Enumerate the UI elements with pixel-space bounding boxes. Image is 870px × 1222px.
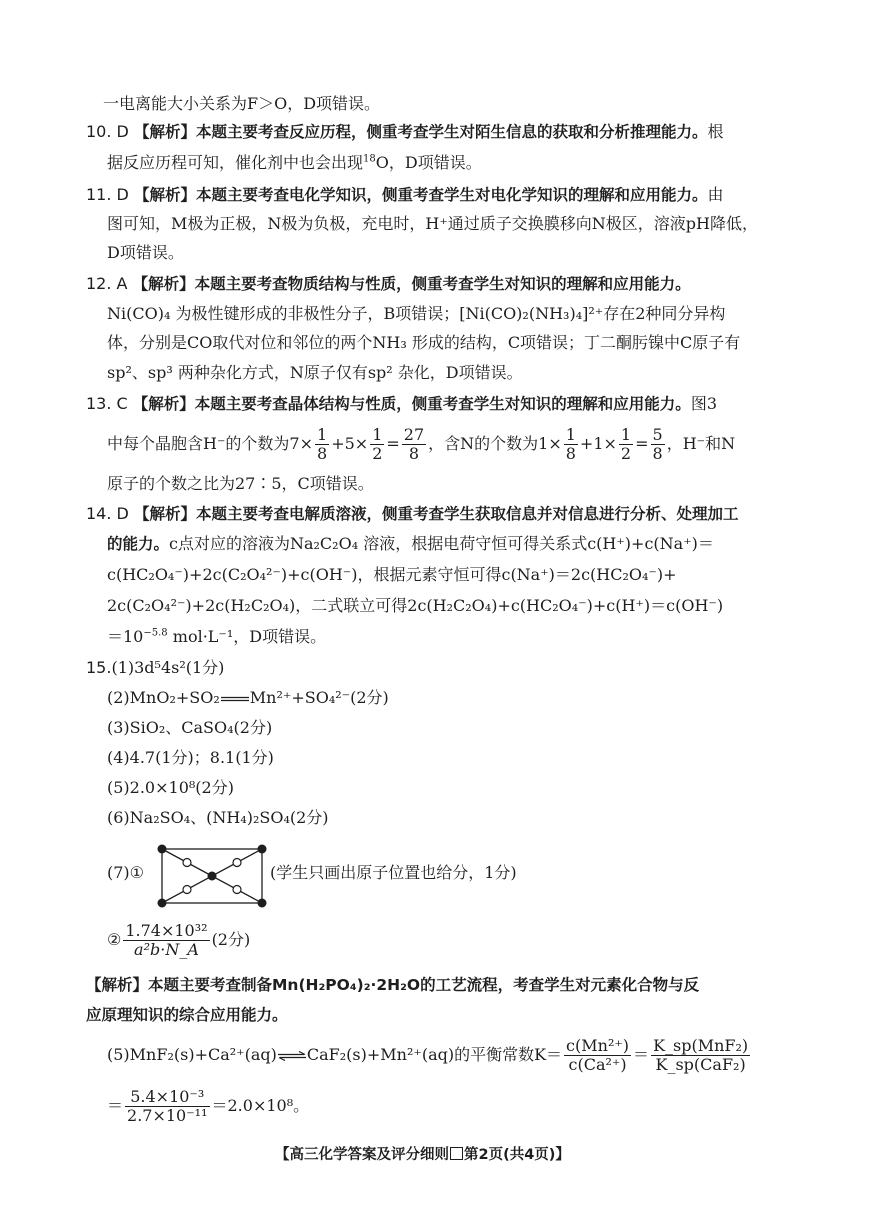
- fraction: $\frac{1}{8}$: [317, 425, 328, 463]
- fraction: $\frac{1}{8}$: [565, 425, 576, 463]
- answer-7-label: (7)①: [107, 863, 145, 882]
- analysis-heading: 的能力。: [107, 535, 170, 553]
- fraction: $\frac{\text{1.74×10³²}}{\text{a²b·N\_A}}$: [125, 921, 208, 959]
- fraction: $\frac{27}{8}$: [403, 425, 425, 463]
- text-line: 2c(C₂O₄²⁻)+2c(H₂C₂O₄)，二式联立可得2c(H₂C₂O₄)+c(HC₂O₄⁻)+c(H⁺)＝c(OH⁻): [107, 596, 724, 615]
- text-line: sp²、sp³ 两种杂化方式，N原子仅有sp² 杂化，D项错误。: [107, 363, 523, 382]
- analysis-heading: 应原理知识的综合应用能力。: [86, 1006, 288, 1024]
- text-line: 原子的个数之比为27∶5，C项错误。: [107, 474, 374, 493]
- text: ＝2.0×10⁸。: [211, 1096, 310, 1115]
- question-12-line: [86, 272, 691, 296]
- text: mol·L⁻¹，D项错误。: [172, 627, 327, 646]
- result-formula: [107, 1085, 309, 1127]
- text-line: Ni(CO)₄ 为极性键形成的非极性分子，B项错误；[Ni(CO)₂(NH₃)₄]²⁺存在2种同分异构: [107, 304, 726, 323]
- analysis-line: [86, 973, 699, 997]
- text: (2分): [211, 930, 251, 949]
- question-number: 14. D: [86, 504, 129, 523]
- text-line: 图可知，M极为正极，N极为负极，充电时，H⁺通过质子交换膜移向N极区，溶液pH降低，: [107, 214, 758, 233]
- answer-3: (3)SiO₂、CaSO₄(2分): [107, 718, 273, 737]
- text: 中每个晶胞含H⁻的个数为7×: [107, 434, 313, 453]
- exponent: −5.8: [143, 627, 168, 639]
- answer-2: [107, 686, 389, 710]
- analysis-line: [86, 1003, 288, 1027]
- question-number: 10. D: [86, 122, 129, 141]
- question-14-line: [86, 502, 738, 526]
- text: Mn²⁺+SO₄²⁻(2分): [249, 688, 389, 707]
- text: +5×: [331, 434, 369, 453]
- text: ，含N的个数为1×: [428, 434, 562, 453]
- isotope-mass: 18: [363, 153, 376, 165]
- square-icon: [450, 1147, 463, 1160]
- analysis-heading: 【解析】本题主要考查反应历程，侧重考查学生对陌生信息的获取和分析推理能力。: [133, 123, 708, 141]
- equilibrium-formula: [107, 1034, 752, 1076]
- answer-7-formula: [107, 920, 250, 960]
- analysis-heading: 【解析】本题主要考查电化学知识，侧重考查学生对电化学知识的理解和应用能力。: [133, 186, 708, 204]
- question-number: 15.: [86, 658, 112, 677]
- text-line: [107, 532, 714, 556]
- analysis-heading: 【解析】本题主要考查物质结构与性质，侧重考查学生对知识的理解和应用能力。: [132, 275, 691, 293]
- footer-title: 【高三化学答案及评分细则: [275, 1147, 449, 1163]
- text: 根: [707, 122, 724, 141]
- fraction: $\frac{1}{2}$: [372, 425, 383, 463]
- text-line: D项错误。: [107, 243, 184, 262]
- text: ＝: [633, 1045, 650, 1064]
- text: 图3: [690, 394, 717, 413]
- analysis-heading: 【解析】本题主要考查制备Mn(H₂PO₄)₂·2H₂O的工艺流程，考查学生对元素化合物与反: [86, 976, 700, 994]
- text: CaF₂(s)+Mn²⁺(aq)的平衡常数K＝: [306, 1045, 563, 1064]
- text: ，H⁻和N: [666, 434, 736, 453]
- text: ＝10: [107, 627, 144, 646]
- answer-1: (1)3d⁵4s²(1分): [111, 658, 225, 677]
- text: =: [386, 434, 400, 453]
- text: c点对应的溶液为Na₂C₂O₄ 溶液，根据电荷守恒可得关系式c(H⁺)+c(Na⁺)＝: [169, 534, 714, 553]
- question-10-line: [86, 120, 723, 144]
- text-line: [107, 151, 482, 175]
- fraction: $\frac{1}{2}$: [620, 425, 632, 463]
- text: +1×: [579, 434, 617, 453]
- fraction: $\frac{\text{c(Mn²⁺)}}{\text{c(Ca²⁺)}}$: [566, 1036, 630, 1074]
- analysis-heading: 【解析】本题主要考查晶体结构与性质，侧重考查学生对知识的理解和应用能力。: [132, 395, 691, 413]
- text-line: 体，分别是CO取代对位和邻位的两个NH₃ 形成的结构，C项错误；丁二酮肟镍中C原子有: [107, 333, 741, 352]
- answer-5: (5)2.0×10⁸(2分): [107, 778, 234, 797]
- analysis-heading: 【解析】本题主要考查电解质溶液，侧重考查学生获取信息并对信息进行分析、处理加工: [133, 505, 739, 523]
- text: =: [635, 434, 649, 453]
- fraction: $\frac{\text{5.4×10⁻³}}{\text{2.7×10⁻¹¹}}$: [127, 1087, 208, 1125]
- text: (5)MnF₂(s)+Ca²⁺(aq): [107, 1045, 277, 1064]
- text-line: [107, 625, 326, 649]
- fraction: $\frac{5}{8}$: [652, 425, 663, 463]
- text-line: 一电离能大小关系为F＞O，D项错误。: [103, 94, 381, 113]
- question-number: 12. A: [86, 274, 128, 293]
- text: 由: [707, 185, 724, 204]
- answer-6: (6)Na₂SO₄、(NH₄)₂SO₄(2分): [107, 808, 329, 827]
- question-13-line: [86, 392, 717, 416]
- question-11-line: [86, 183, 723, 207]
- text: ②: [107, 930, 122, 949]
- equals-arrow-icon: [220, 694, 250, 704]
- text: ＝: [107, 1096, 124, 1115]
- page-number: 第2页(共4页)】: [464, 1147, 570, 1163]
- answer-4: (4)4.7(1分)；8.1(1分): [107, 748, 274, 767]
- text: 据反应历程可知，催化剂中也会出现: [107, 153, 364, 172]
- fraction: $\frac{\text{K\_sp(MnF₂)}}{\text{K\_sp(CaF₂)}}$: [653, 1036, 749, 1074]
- formula-line: [107, 424, 735, 464]
- question-number: 13. C: [86, 394, 128, 413]
- question-15-line: [86, 656, 224, 680]
- equilibrium-arrow-icon: [277, 1051, 307, 1061]
- text: O，D项错误。: [375, 153, 482, 172]
- text-line: c(HC₂O₄⁻)+2c(C₂O₄²⁻)+c(OH⁻)，根据元素守恒可得c(Na⁺)＝2c(HC₂O₄⁻)+: [107, 565, 677, 584]
- text: (2)MnO₂+SO₂: [107, 688, 220, 707]
- question-number: 11. D: [86, 185, 129, 204]
- crystal-cell-diagram: [156, 843, 268, 909]
- answer-7-note: (学生只画出原子位置也给分，1分): [270, 863, 517, 882]
- page-footer: [275, 1143, 570, 1167]
